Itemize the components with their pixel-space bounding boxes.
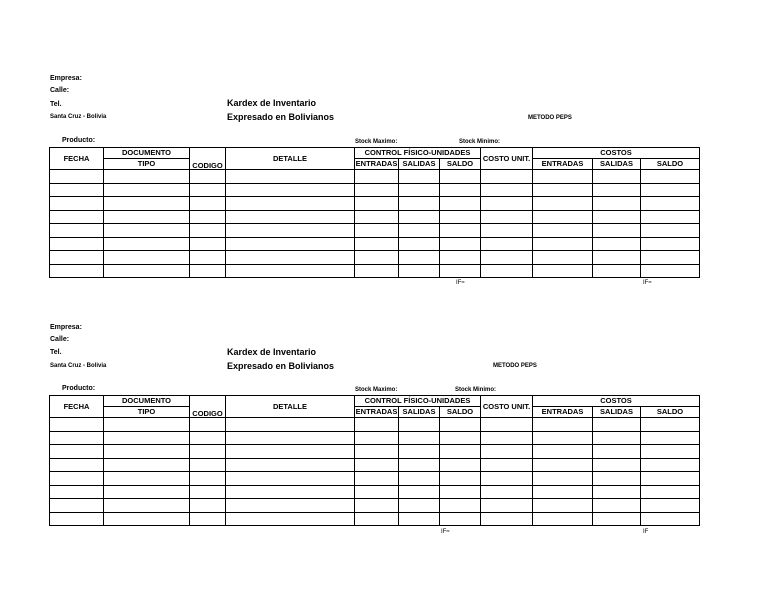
col-costos-entradas: ENTRADAS: [533, 159, 593, 170]
col-fecha: FECHA: [50, 396, 104, 418]
col-costos: COSTOS: [533, 148, 700, 159]
street-label: Calle:: [50, 87, 70, 94]
col-salidas: SALIDAS: [399, 407, 440, 418]
table-row: [50, 472, 700, 486]
company-label: Empresa:: [50, 75, 82, 82]
page-title: Kardex de Inventario: [227, 98, 317, 108]
col-tipo: TIPO: [104, 159, 190, 170]
col-detalle: DETALLE: [226, 396, 355, 418]
col-saldo: SALDO: [440, 407, 481, 418]
city-label: Santa Cruz - Bolivia: [50, 363, 107, 369]
col-documento: DOCUMENTO: [104, 148, 190, 159]
stock-max-label: Stock Maximo:: [355, 387, 398, 393]
col-documento: DOCUMENTO: [104, 396, 190, 407]
kardex-table: [49, 147, 700, 278]
table-row: [50, 224, 700, 238]
table-row: [50, 170, 700, 184]
col-codigo: CODIGO: [190, 396, 226, 418]
product-label: Producto:: [62, 137, 96, 144]
footer-mark-units: IF≈: [441, 529, 450, 535]
company-label: Empresa:: [50, 324, 82, 331]
table-row: [50, 210, 700, 224]
product-label: Producto:: [62, 385, 96, 392]
method-label: METODO PEPS: [528, 115, 572, 121]
footer-mark-costs: IF≈: [643, 280, 652, 286]
col-costos-saldo: SALDO: [641, 407, 700, 418]
col-tipo: TIPO: [104, 407, 190, 418]
table-row: [50, 458, 700, 472]
table-row: [50, 418, 700, 432]
col-fecha: FECHA: [50, 148, 104, 170]
col-salidas: SALIDAS: [399, 159, 440, 170]
col-control-fisico: CONTROL FÍSICO-UNIDADES: [355, 148, 481, 159]
col-entradas: ENTRADAS: [355, 159, 398, 169]
col-costos-salidas: SALIDAS: [593, 407, 641, 418]
col-entradas: ENTRADAS: [355, 407, 398, 417]
page-subtitle: Expresado en Bolivianos: [227, 361, 335, 371]
col-costos-salidas: SALIDAS: [593, 159, 641, 170]
city-label: Santa Cruz - Bolivia: [50, 114, 107, 120]
table-row: [50, 485, 700, 499]
table-row: [50, 183, 700, 197]
col-costos-entradas: ENTRADAS: [533, 407, 593, 418]
col-costo-unit: COSTO UNIT.: [481, 148, 533, 170]
table-row: [50, 445, 700, 459]
page-title: Kardex de Inventario: [227, 347, 317, 357]
col-costos: COSTOS: [533, 396, 700, 407]
col-costos-saldo: SALDO: [641, 159, 700, 170]
street-label: Calle:: [50, 336, 70, 343]
col-costo-unit: COSTO UNIT.: [481, 396, 533, 418]
footer-mark-units: IF≈: [456, 280, 465, 286]
table-row: [50, 197, 700, 211]
stock-min-label: Stock Minimo:: [459, 139, 501, 145]
col-saldo: SALDO: [440, 159, 481, 170]
stock-min-label: Stock Minimo:: [455, 387, 497, 393]
footer-mark-costs: IF: [643, 529, 649, 535]
col-detalle: DETALLE: [226, 148, 355, 170]
table-row: [50, 499, 700, 513]
stock-max-label: Stock Maximo:: [355, 139, 398, 145]
page-subtitle: Expresado en Bolivianos: [227, 112, 335, 122]
table-row: [50, 237, 700, 251]
method-label: METODO PEPS: [493, 363, 537, 369]
phone-label: Tel.: [50, 349, 62, 356]
table-row: [50, 251, 700, 265]
table-row: [50, 431, 700, 445]
table-row: [50, 264, 700, 278]
table-row: [50, 512, 700, 526]
col-control-fisico: CONTROL FÍSICO-UNIDADES: [355, 396, 481, 407]
col-codigo: CODIGO: [190, 148, 226, 170]
kardex-table: [49, 395, 700, 526]
phone-label: Tel.: [50, 101, 62, 108]
